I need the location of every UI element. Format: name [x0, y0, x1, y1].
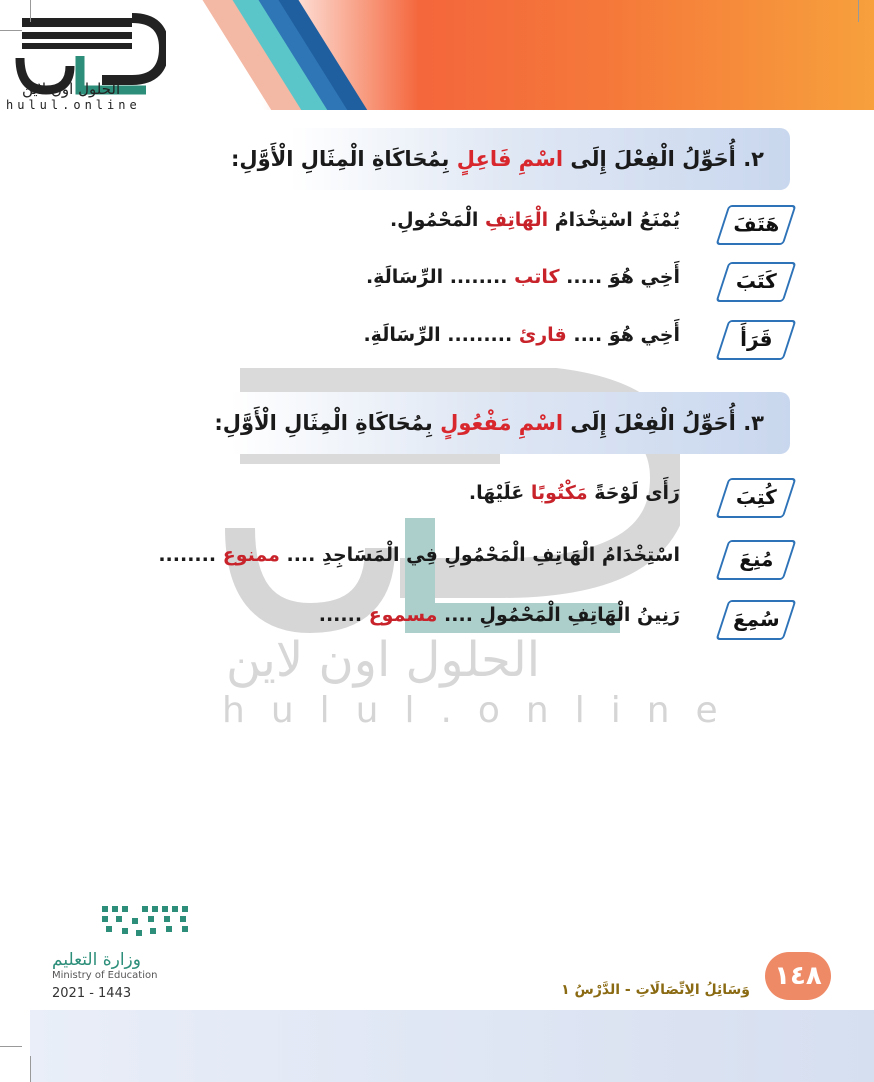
exercise-row [190, 262, 790, 306]
section-3-prefix: أُحَوِّلُ الْفِعْلَ إِلَى [570, 411, 736, 435]
exercise-row [190, 320, 790, 364]
answer: قارئ [518, 324, 567, 346]
answer: الْهَاتِفِ [485, 209, 549, 231]
bottom-band [30, 1010, 874, 1082]
section-2-heading [230, 128, 790, 190]
ministry-year: 2021 - 1443 [52, 986, 132, 1001]
page-number-badge: ١٤٨ [765, 952, 831, 1000]
section-3-highlight: اسْمِ مَفْعُولٍ [440, 411, 564, 435]
verb-tag: سُمِعَ [716, 600, 797, 640]
crop-mark [0, 30, 22, 31]
ministry-arabic: وزارة التعليم [52, 950, 141, 970]
section-2-number: ٢. [743, 147, 764, 171]
section-3-number: ٣. [743, 411, 764, 435]
watermark-text: hulul.online [222, 690, 744, 731]
verb-tag: كَتَبَ [716, 262, 797, 302]
section-3-suffix: بِمُحَاكَاةِ الْمِثَالِ الْأَوَّلِ: [214, 411, 433, 435]
answer: ممنوع [222, 544, 280, 566]
footer-lesson-title: وَسَائِلُ الِاتِّصَالَاتِ - الدَّرْسُ ١ [561, 982, 750, 998]
sentence: أَخِي هُوَ ..... كاتب ........ الرِّسَالَةِ. [365, 266, 680, 288]
logo-arabic: الحلول اون لاين [22, 80, 121, 98]
exercise-row [158, 540, 790, 584]
ministry-english: Ministry of Education [52, 970, 158, 981]
sentence: اسْتِخْدَامُ الْهَاتِفِ الْمَحْمُولِ فِي الْمَسَاجِدِ .... ممنوع ........ [158, 544, 680, 566]
exercise-row [190, 478, 790, 522]
section-2-suffix: بِمُحَاكَاةِ الْمِثَالِ الْأَوَّلِ: [230, 147, 450, 171]
verb-tag: كُتِبَ [716, 478, 797, 518]
verb-tag: مُنِعَ [716, 540, 797, 580]
sentence: أَخِي هُوَ .... قارئ ......... الرِّسَالَةِ. [363, 324, 680, 346]
exercise-row [190, 600, 790, 644]
logo-text: hulul.online [6, 98, 141, 112]
answer: مَكْتُوبًا [530, 482, 588, 504]
crop-mark [30, 0, 31, 22]
section-3-heading [214, 392, 790, 454]
answer: مسموع [368, 604, 438, 626]
section-2-prefix: أُحَوِّلُ الْفِعْلَ إِلَى [570, 147, 736, 171]
crop-mark [30, 1056, 31, 1082]
crop-mark [0, 1046, 22, 1047]
watermark-arabic: الحلول اون لاين [226, 632, 541, 688]
sentence: رَنِينُ الْهَاتِفِ الْمَحْمُولِ .... مسموع ...... [318, 604, 680, 626]
crop-mark [858, 0, 859, 22]
exercise-row [190, 205, 790, 249]
sentence: يُمْنَعُ اسْتِخْدَامُ الْهَاتِفِ الْمَحْمُولِ. [389, 209, 680, 231]
verb-tag: هَتَفَ [716, 205, 797, 245]
verb-tag: قَرَأَ [716, 320, 797, 360]
sentence: رَأَى لَوْحَةً مَكْتُوبًا عَلَيْهَا. [468, 482, 680, 504]
section-2-highlight: اسْمِ فَاعِلٍ [456, 147, 564, 171]
answer: كاتب [514, 266, 560, 288]
